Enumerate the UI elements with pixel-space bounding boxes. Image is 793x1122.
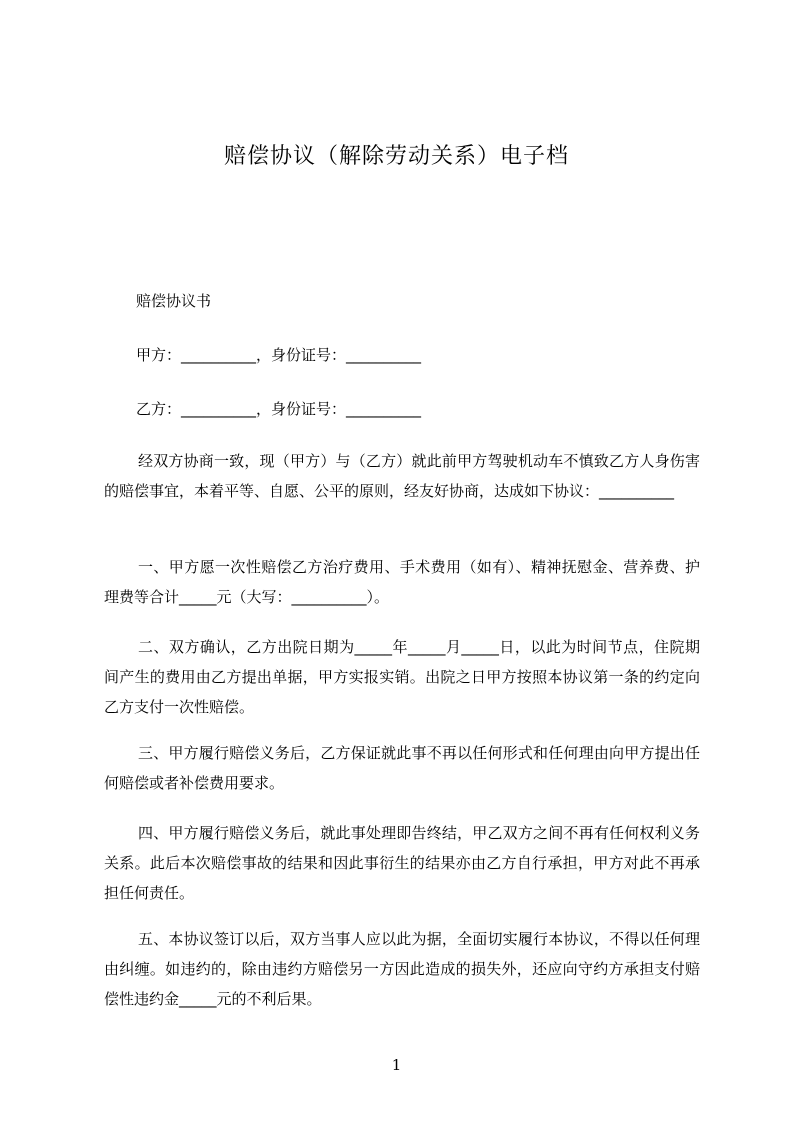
clause-3-paragraph: 三、甲方履行赔偿义务后，乙方保证就此事不再以任何形式和任何理由向甲方提出任何赔偿或者补偿费用要求。 [104,744,700,792]
section-heading: 赔偿协议书 [136,292,212,310]
clause-5-paragraph: 五、本协议签订以后，双方当事人应以此为据，全面切实履行本协议，不得以任何理由纠缠。如违约的，除由违约方赔偿另一方因此造成的损失外，还应向守约方承担支付赔偿性违约金_____元的不利后果。 [104,930,700,1008]
intro-paragraph: 经双方协商一致，现（甲方）与（乙方）就此前甲方驾驶机动车不慎致乙方人身伤害的赔偿事宜，本着平等、自愿、公平的原则，经友好协商，达成如下协议：__________ [104,452,700,500]
clause-1-paragraph: 一、甲方愿一次性赔偿乙方治疗费用、手术费用（如有）、精神抚慰金、营养费、护理费等合计_____元（大写：__________）。 [104,558,700,606]
document-title: 赔偿协议（解除劳动关系）电子档 [223,144,569,169]
party-b-line: 乙方：__________，身份证号：__________ [136,400,422,418]
clause-2-paragraph: 二、双方确认，乙方出院日期为_____年_____月_____日，以此为时间节点，住院期间产生的费用由乙方提出单据，甲方实报实销。出院之日甲方按照本协议第一条的约定向乙方支付一次性赔偿。 [104,638,700,716]
page-number: 1 [391,1056,402,1074]
clause-4-paragraph: 四、甲方履行赔偿义务后，就此事处理即告终结，甲乙双方之间不再有任何权利义务关系。此后本次赔偿事故的结果和因此事衍生的结果亦由乙方自行承担，甲方对此不再承担任何责任。 [104,824,700,902]
party-a-line: 甲方：__________，身份证号：__________ [136,346,422,364]
